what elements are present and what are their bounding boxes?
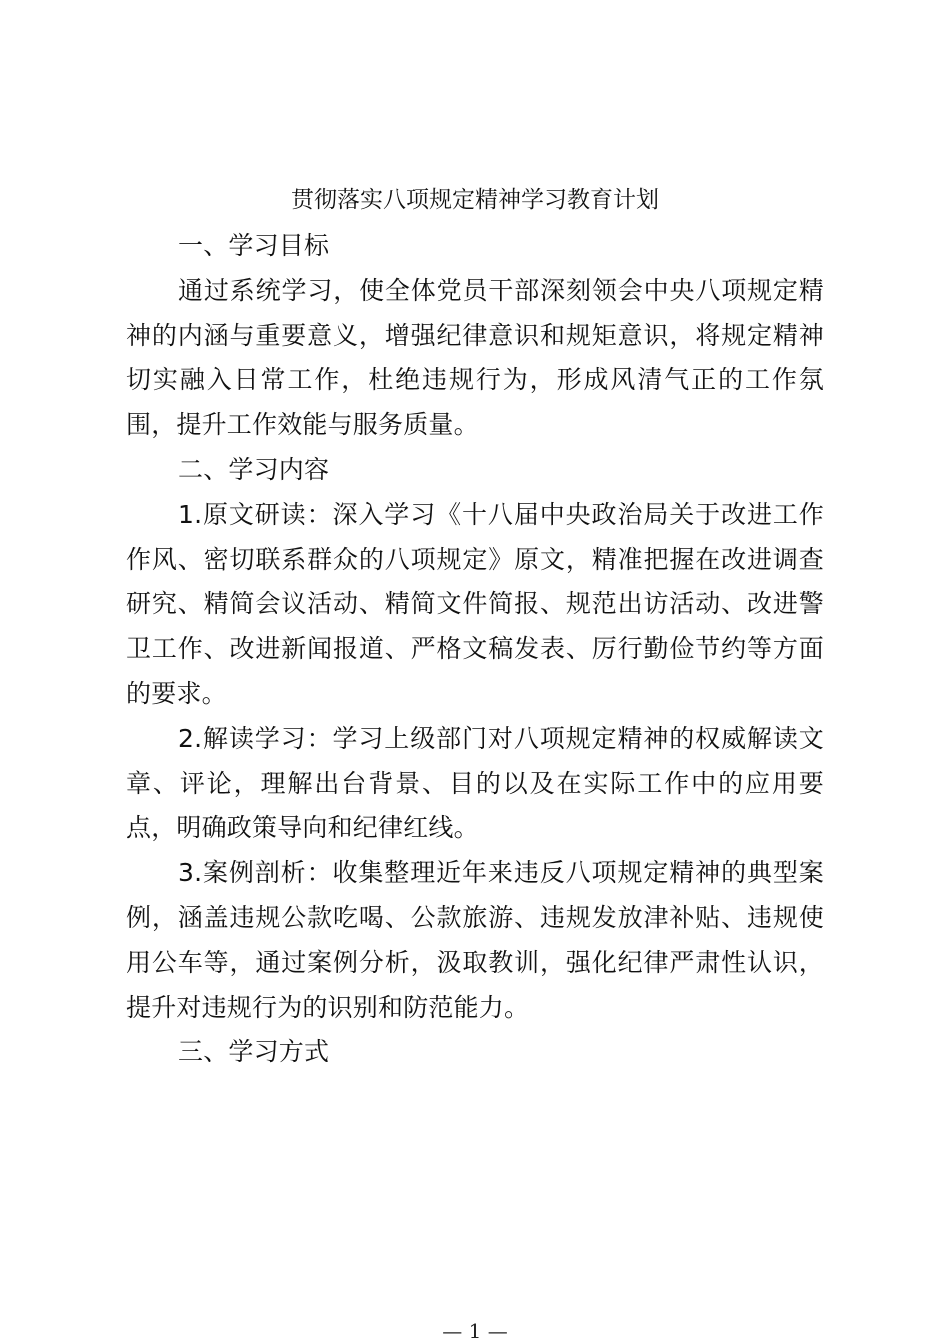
section-heading-content: 二、学习内容 [178,454,330,484]
document-body [126,224,824,1075]
page-number: — 1 — [442,1319,508,1343]
section-heading-goals: 一、学习目标 [178,231,330,260]
paragraph-case-analysis: 3.案例剖析：收集整理近年来违反八项规定精神的典型案例，涵盖违规公款吃喝、公款旅游、违规发放津补贴、违规使用公车等，通过案例分析，汲取教训，强化纪律严肃性认识，提升对违规行为的识别和防范能力。 [126,858,824,1022]
document-title: 贯彻落实八项规定精神学习教育计划 [291,187,659,213]
paragraph-interpretation-study: 2.解读学习：学习上级部门对八项规定精神的权威解读文章、评论，理解出台背景、目的以及在实际工作中的应用要点，明确政策导向和纪律红线。 [126,723,824,843]
section-heading-methods: 三、学习方式 [178,1037,330,1067]
paragraph-original-text-study: 1.原文研读：深入学习《十八届中央政治局关于改进工作作风、密切联系群众的八项规定》原文，精准把握在改进调查研究、精简会议活动、精简文件简报、规范出访活动、改进警卫工作、改进新闻报道、严格文稿发表、厉行勤俭节约等方面的要求。 [126,499,824,708]
paragraph-goals: 通过系统学习，使全体党员干部深刻领会中央八项规定精神的内涵与重要意义，增强纪律意识和规矩意识，将规定精神切实融入日常工作，杜绝违规行为，形成风清气正的工作氛围，提升工作效能与服务质量。 [126,275,824,440]
